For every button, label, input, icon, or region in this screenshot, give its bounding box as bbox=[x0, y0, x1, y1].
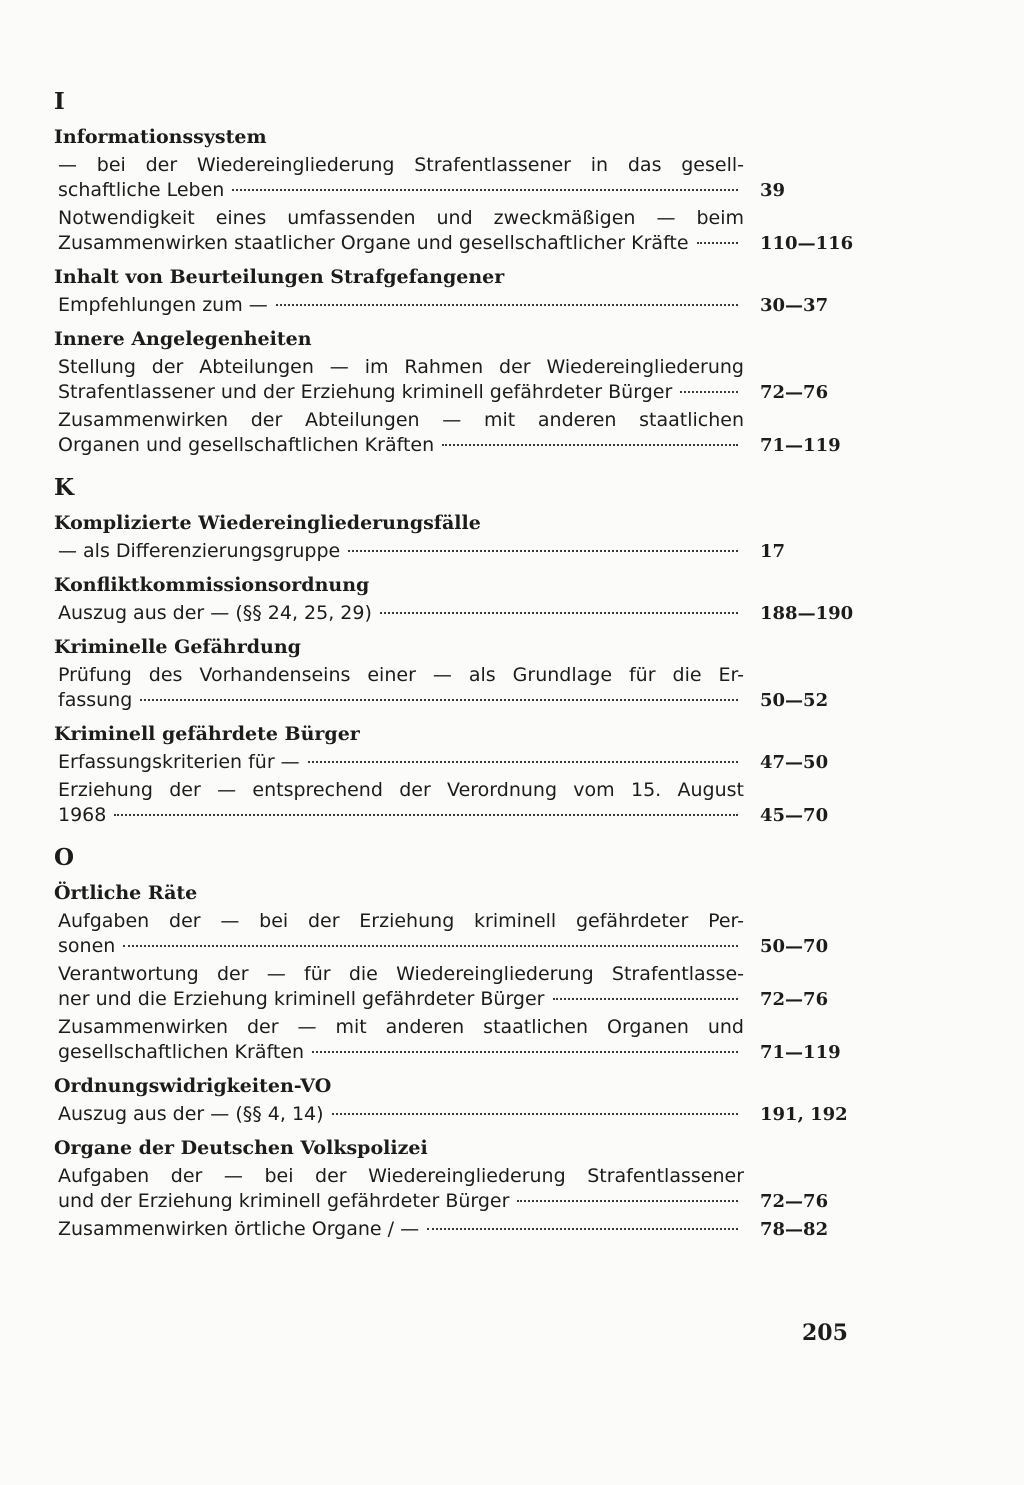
dot-leader bbox=[332, 1112, 738, 1115]
page-reference: 47—50 bbox=[760, 752, 829, 773]
entry-line bbox=[58, 601, 744, 626]
index-entry bbox=[54, 663, 854, 713]
index-keyword: Organe der Deutschen Volkspolizei bbox=[54, 1137, 428, 1159]
entry-line-text: Erfassungskriterien für — bbox=[58, 751, 300, 773]
dot-leader bbox=[114, 813, 738, 816]
entry-line-text: — als Differenzierungsgruppe bbox=[58, 540, 341, 562]
entry-line: Notwendigkeit eines umfassenden und zweckmäßigen — beim bbox=[58, 207, 744, 229]
dot-leader bbox=[232, 188, 738, 191]
index-keyword: Komplizierte Wiedereingliederungsfälle bbox=[54, 512, 481, 534]
entry-line: Erziehung der — entsprechend der Verordnung vom 15. August bbox=[58, 779, 744, 801]
dot-leader bbox=[276, 303, 738, 306]
index-entry bbox=[54, 153, 854, 203]
page-reference: 110—116 bbox=[760, 233, 854, 254]
entry-line-text: und der Erziehung kriminell gefährdeter Bürger bbox=[58, 1190, 510, 1212]
index-entry bbox=[54, 750, 854, 775]
page-reference: 71—119 bbox=[760, 435, 841, 456]
page-reference: 72—76 bbox=[760, 989, 829, 1010]
entry-line-text: Organen und gesellschaftlichen Kräften bbox=[58, 434, 435, 456]
entry-line bbox=[58, 293, 744, 318]
index-entry bbox=[54, 909, 854, 959]
dot-leader bbox=[517, 1199, 738, 1202]
entry-line bbox=[58, 934, 744, 959]
index-entry bbox=[54, 1015, 854, 1065]
index-entry bbox=[54, 778, 854, 828]
page-reference: 188—190 bbox=[760, 603, 854, 624]
page-reference: 50—70 bbox=[760, 936, 829, 957]
page-reference: 50—52 bbox=[760, 690, 829, 711]
entry-line-text: gesellschaftlichen Kräften bbox=[58, 1041, 304, 1063]
entry-line-text: sonen bbox=[58, 935, 116, 957]
index-entry bbox=[54, 539, 854, 564]
entry-line-text: Empfehlungen zum — bbox=[58, 294, 268, 316]
entry-line-text: Zusammenwirken örtliche Organe / — bbox=[58, 1218, 420, 1240]
page-reference: 191, 192 bbox=[760, 1104, 848, 1125]
entry-line: Zusammenwirken der Abteilungen — mit anderen staatlichen bbox=[58, 409, 744, 431]
dot-leader bbox=[380, 611, 738, 614]
entry-line-text: fassung bbox=[58, 689, 133, 711]
entry-line bbox=[58, 539, 744, 564]
index-entry bbox=[54, 293, 854, 318]
entry-line bbox=[58, 803, 744, 828]
dot-leader bbox=[123, 944, 738, 947]
index-keyword: Örtliche Räte bbox=[54, 882, 198, 904]
entry-line bbox=[58, 1189, 744, 1214]
entry-line bbox=[58, 1217, 744, 1242]
entry-line: Stellung der Abteilungen — im Rahmen der Wiedereingliederung bbox=[58, 356, 744, 378]
entry-line bbox=[58, 231, 744, 256]
index-entry bbox=[54, 206, 854, 256]
page-reference: 39 bbox=[760, 180, 786, 201]
entry-line bbox=[58, 688, 744, 713]
index-keyword: Ordnungswidrigkeiten-VO bbox=[54, 1075, 332, 1097]
page-reference: 72—76 bbox=[760, 1191, 829, 1212]
dot-leader bbox=[553, 997, 739, 1000]
entry-line: Verantwortung der — für die Wiedereingliederung Strafentlasse- bbox=[58, 963, 744, 985]
index-entry bbox=[54, 962, 854, 1012]
index-keyword: Kriminelle Gefährdung bbox=[54, 636, 301, 658]
page-reference: 45—70 bbox=[760, 805, 829, 826]
page-reference: 17 bbox=[760, 541, 786, 562]
index-entry bbox=[54, 1102, 854, 1127]
index-keyword: Konfliktkommissionsordnung bbox=[54, 574, 370, 596]
dot-leader bbox=[312, 1050, 738, 1053]
page-reference: 72—76 bbox=[760, 382, 829, 403]
section-letter: O bbox=[54, 844, 75, 871]
entry-line bbox=[58, 750, 744, 775]
entry-line: Zusammenwirken der — mit anderen staatlichen Organen und bbox=[58, 1016, 744, 1038]
entry-line-text: ner und die Erziehung kriminell gefährdeter Bürger bbox=[58, 988, 545, 1010]
index-keyword: Innere Angelegenheiten bbox=[54, 328, 312, 350]
index-entry bbox=[54, 1217, 854, 1242]
dot-leader bbox=[442, 443, 738, 446]
dot-leader bbox=[697, 241, 738, 244]
entry-line bbox=[58, 1040, 744, 1065]
dot-leader bbox=[680, 390, 738, 393]
dot-leader bbox=[308, 760, 738, 763]
index-keyword: Inhalt von Beurteilungen Strafgefangener bbox=[54, 266, 505, 288]
index-entry bbox=[54, 355, 854, 405]
index-keyword: Kriminell gefährdete Bürger bbox=[54, 723, 360, 745]
entry-line bbox=[58, 433, 744, 458]
page-reference: 71—119 bbox=[760, 1042, 841, 1063]
index-entry bbox=[54, 1164, 854, 1214]
entry-line: — bei der Wiedereingliederung Strafentlassener in das gesell- bbox=[58, 154, 744, 176]
section-letter: K bbox=[54, 474, 74, 501]
index-entry bbox=[54, 408, 854, 458]
index-content bbox=[54, 88, 854, 1245]
index-entry bbox=[54, 601, 854, 626]
page-number: 205 bbox=[802, 1320, 848, 1346]
entry-line-text: Auszug aus der — (§§ 24, 25, 29) bbox=[58, 602, 372, 624]
section-letter: I bbox=[54, 88, 65, 115]
entry-line: Aufgaben der — bei der Wiedereingliederung Strafentlassener bbox=[58, 1165, 744, 1187]
entry-line bbox=[58, 380, 744, 405]
entry-line bbox=[58, 1102, 744, 1127]
entry-line-text: Zusammenwirken staatlicher Organe und gesellschaftlicher Kräfte bbox=[58, 232, 689, 254]
entry-line: Prüfung des Vorhandenseins einer — als Grundlage für die Er- bbox=[58, 664, 744, 686]
entry-line bbox=[58, 987, 744, 1012]
dot-leader bbox=[140, 698, 738, 701]
dot-leader bbox=[427, 1227, 738, 1230]
entry-line-text: Auszug aus der — (§§ 4, 14) bbox=[58, 1103, 324, 1125]
dot-leader bbox=[348, 549, 738, 552]
index-keyword: Informationssystem bbox=[54, 126, 267, 148]
entry-line bbox=[58, 178, 744, 203]
entry-line-text: schaftliche Leben bbox=[58, 179, 225, 201]
entry-line: Aufgaben der — bei der Erziehung kriminell gefährdeter Per- bbox=[58, 910, 744, 932]
entry-line-text: 1968 bbox=[58, 804, 107, 826]
entry-line-text: Strafentlassener und der Erziehung kriminell gefährdeter Bürger bbox=[58, 381, 673, 403]
page-reference: 78—82 bbox=[760, 1219, 829, 1240]
page-reference: 30—37 bbox=[760, 295, 829, 316]
